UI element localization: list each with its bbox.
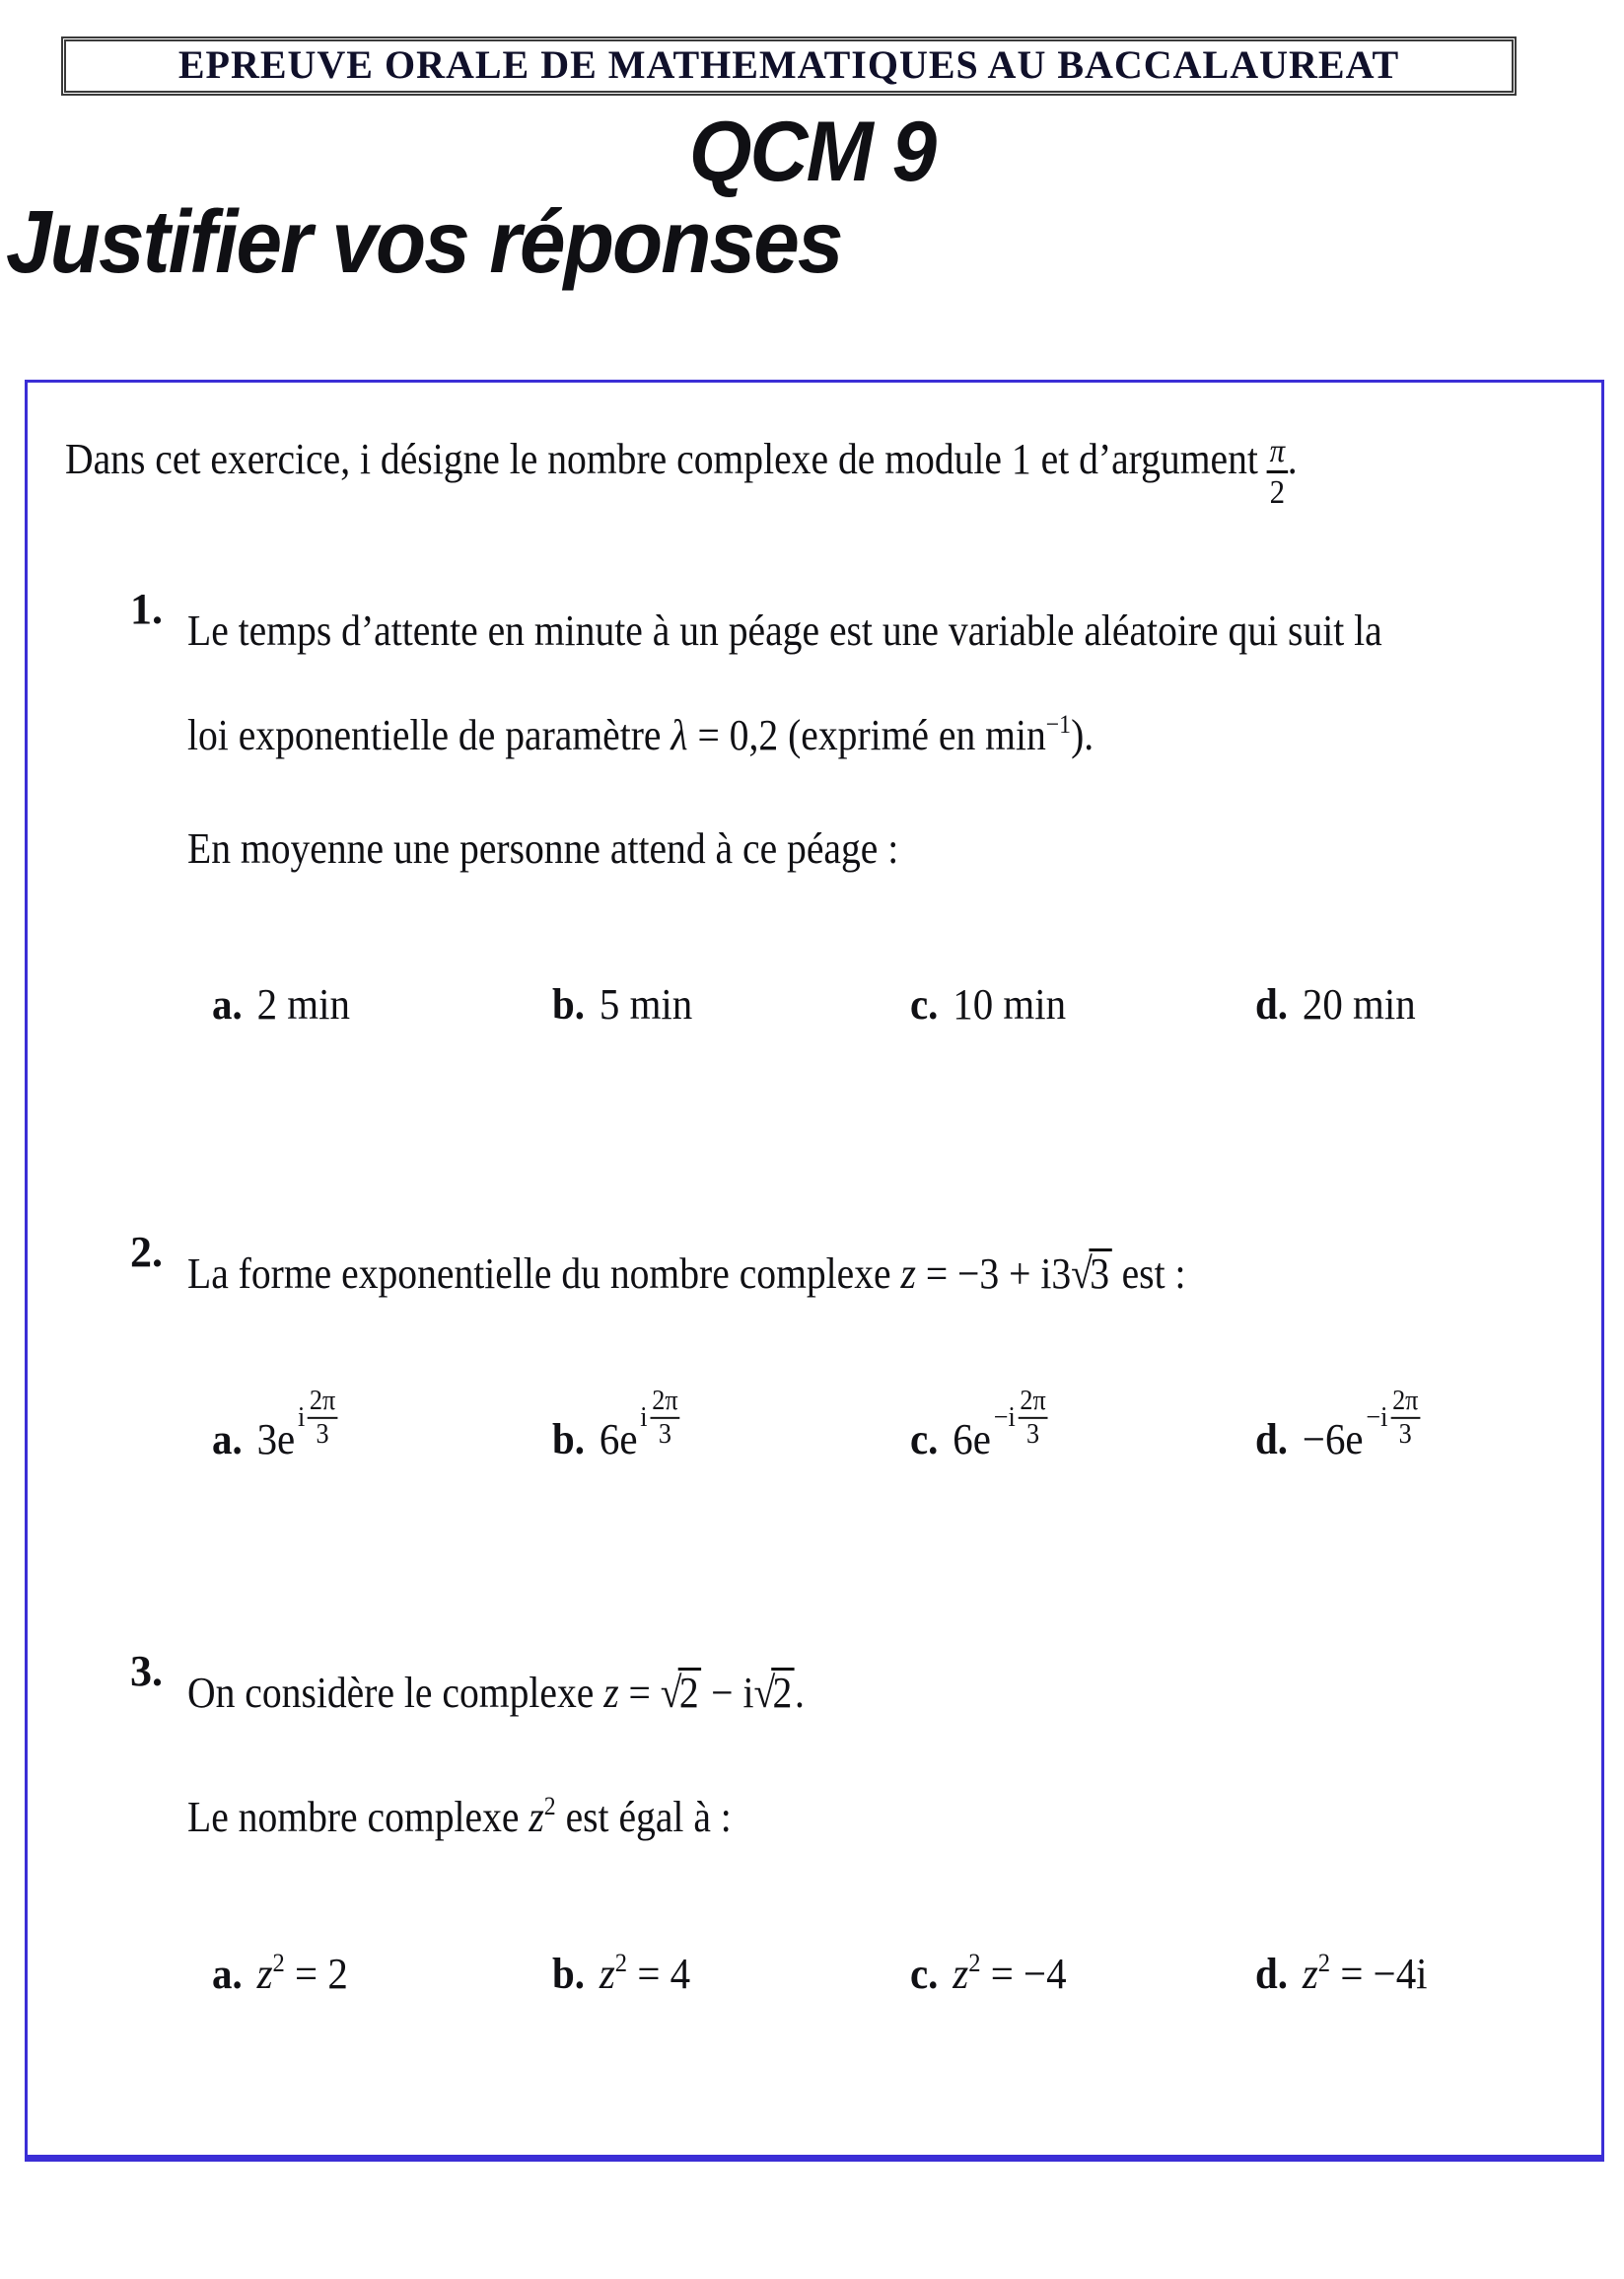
answer-option-1d xyxy=(1255,979,1550,1030)
squared-exponent: 2 xyxy=(614,1947,628,1977)
answer-label: c. xyxy=(910,1950,939,1999)
answer-option-1a xyxy=(212,979,529,1030)
answer-option-3a xyxy=(212,1948,529,1999)
answer-label: b. xyxy=(552,1950,586,1999)
question-3-line-2 xyxy=(187,1769,1572,1854)
z-symbol: z xyxy=(900,1249,916,1299)
fraction-denominator: 3 xyxy=(1025,1418,1040,1450)
answer-text: 10 min xyxy=(953,980,1067,1030)
sqrt-2-first xyxy=(661,1669,702,1717)
q3-line2-end: est égal à : xyxy=(555,1792,732,1841)
radicand: 2 xyxy=(678,1668,701,1716)
intro-text: Dans cet exercice, i désigne le nombre complexe de module 1 et d’argument xyxy=(65,435,1258,484)
q2-line-pre: La forme exponentielle du nombre complexe xyxy=(187,1249,901,1299)
exponent-fraction xyxy=(1019,1388,1048,1448)
answer-option-1c xyxy=(910,979,1232,1030)
question-3-number: 3. xyxy=(130,1646,163,1695)
squared-exponent: 2 xyxy=(543,1790,556,1820)
banner-title-box xyxy=(61,36,1517,96)
exponent-fraction xyxy=(308,1388,337,1448)
fraction-numerator: 2π xyxy=(650,1388,679,1418)
fraction-numerator: π xyxy=(1267,434,1288,472)
banner-title: EPREUVE ORALE DE MATHEMATIQUES AU BACCALAUREAT xyxy=(177,42,1400,87)
fraction-denominator: 3 xyxy=(316,1418,329,1450)
exponent-group xyxy=(298,1388,337,1448)
answer-label: a. xyxy=(212,1950,243,1999)
exercise-frame xyxy=(25,380,1604,2162)
z-symbol: z xyxy=(256,1950,273,1999)
answer-expression xyxy=(257,1948,348,1999)
question-1-line-2-content xyxy=(187,677,1094,782)
q2-line-end: est : xyxy=(1111,1249,1186,1299)
question-3-line-1-content xyxy=(187,1646,805,1740)
question-1-answers xyxy=(212,979,1572,1030)
squared-exponent: 2 xyxy=(1317,1947,1331,1977)
answer-expression xyxy=(1303,1948,1428,1999)
answer-label: b. xyxy=(552,1415,586,1464)
answer-label: d. xyxy=(1255,1950,1289,1999)
question-2-line-1 xyxy=(187,1227,1572,1320)
radical-sign: √ xyxy=(660,1668,680,1717)
answer-label: a. xyxy=(212,1415,243,1464)
exponent-group xyxy=(640,1388,679,1448)
sqrt-2-second xyxy=(753,1669,795,1717)
coefficient: 3e xyxy=(256,1415,296,1464)
question-2 xyxy=(65,1227,1572,1476)
q3-line2-pre: Le nombre complexe xyxy=(187,1792,530,1841)
answer-option-3b xyxy=(552,1948,885,1999)
fraction-numerator: 2π xyxy=(1390,1388,1420,1418)
equation-rhs: = −4 xyxy=(980,1950,1067,1999)
q1-line2-end: ). xyxy=(1071,711,1094,760)
question-3-answers xyxy=(212,1948,1572,1999)
answer-text: 20 min xyxy=(1302,980,1416,1030)
exponent-i: −i xyxy=(993,1401,1016,1433)
answer-label: a. xyxy=(212,980,243,1030)
q1-line2-mid: = 0,2 (exprimé en min xyxy=(687,711,1046,760)
exam-page xyxy=(0,36,1624,2162)
answer-label: d. xyxy=(1255,1415,1289,1464)
answer-text: 5 min xyxy=(599,980,693,1030)
question-1 xyxy=(65,584,1572,1030)
radical-sign: √ xyxy=(753,1668,774,1717)
exponent-fraction xyxy=(1390,1388,1420,1448)
exponent-group xyxy=(994,1388,1048,1448)
fraction-denominator: 3 xyxy=(658,1418,671,1450)
intro-period: . xyxy=(1287,435,1298,484)
answer-option-3c xyxy=(910,1948,1232,1999)
coefficient: 6e xyxy=(599,1415,638,1464)
exponent-group xyxy=(1366,1388,1420,1448)
page-title: QCM 9 xyxy=(688,105,936,199)
squared-exponent: 2 xyxy=(272,1947,285,1977)
question-2-body xyxy=(187,1227,1572,1476)
question-3 xyxy=(65,1646,1572,1999)
radicand: 3 xyxy=(1089,1248,1111,1297)
equation-rhs: = −4i xyxy=(1330,1950,1428,1999)
q3-line1-mid: − i xyxy=(701,1668,754,1717)
answer-option-1b xyxy=(552,979,885,1030)
sqrt-3 xyxy=(1071,1249,1112,1298)
q2-line-mid: = −3 + i3 xyxy=(915,1249,1072,1299)
z-symbol: z xyxy=(599,1950,615,1999)
exponent-i: −i xyxy=(1366,1401,1388,1433)
q3-line1-end: . xyxy=(795,1668,805,1717)
q1-line2-pre: loi exponentielle de paramètre xyxy=(187,711,671,760)
q3-line1-eq: = xyxy=(618,1668,661,1717)
pi-over-2-fraction xyxy=(1267,434,1288,509)
question-1-number: 1. xyxy=(130,584,163,633)
z-symbol: z xyxy=(1302,1950,1318,1999)
answer-label: b. xyxy=(552,980,586,1030)
question-2-line-1-content xyxy=(187,1227,1186,1320)
question-2-number: 2. xyxy=(130,1228,163,1277)
question-1-line-3 xyxy=(187,802,1572,895)
answer-label: c. xyxy=(910,1415,939,1464)
answer-option-3d xyxy=(1255,1948,1550,1999)
lambda-symbol: λ xyxy=(671,711,688,760)
question-1-line-1-text: Le temps d’attente en minute à un péage est une variable aléatoire qui suit la xyxy=(187,605,1382,655)
coefficient: −6e xyxy=(1302,1415,1364,1464)
fraction-numerator: 2π xyxy=(1019,1388,1048,1418)
question-3-line-2-content xyxy=(187,1769,732,1854)
z-symbol: z xyxy=(529,1792,544,1841)
question-3-line-1 xyxy=(187,1646,1572,1740)
question-1-line-1 xyxy=(187,584,1572,677)
minus-one-exponent: −1 xyxy=(1045,708,1072,739)
exponent-i: i xyxy=(640,1401,648,1433)
question-3-body xyxy=(187,1646,1572,1999)
answer-label: d. xyxy=(1255,980,1289,1030)
coefficient: 6e xyxy=(953,1415,991,1464)
radicand: 2 xyxy=(772,1668,795,1716)
answer-text: 2 min xyxy=(256,980,350,1030)
fraction-denominator: 3 xyxy=(1398,1418,1412,1450)
answer-label: c. xyxy=(910,980,939,1030)
z-symbol: z xyxy=(603,1668,619,1717)
equation-rhs: = 4 xyxy=(627,1950,691,1999)
radical-sign: √ xyxy=(1071,1249,1092,1299)
z-symbol: z xyxy=(953,1950,969,1999)
fraction-denominator: 2 xyxy=(1269,472,1286,511)
question-1-line-2 xyxy=(187,677,1572,782)
question-1-body xyxy=(187,584,1572,1030)
answer-expression xyxy=(600,1948,690,1999)
intro-content xyxy=(65,426,1298,511)
answer-expression xyxy=(953,1948,1066,1999)
fraction-numerator: 2π xyxy=(308,1388,337,1418)
exponent-i: i xyxy=(297,1401,306,1433)
q3-line1-pre: On considère le complexe xyxy=(187,1668,604,1717)
equation-rhs: = 2 xyxy=(284,1950,348,1999)
question-1-line-3-text: En moyenne une personne attend à ce péage : xyxy=(187,824,899,874)
intro-line xyxy=(65,426,1572,511)
exponent-fraction xyxy=(650,1388,679,1448)
page-subtitle: Justifier vos réponses xyxy=(6,193,842,293)
squared-exponent: 2 xyxy=(968,1947,981,1977)
